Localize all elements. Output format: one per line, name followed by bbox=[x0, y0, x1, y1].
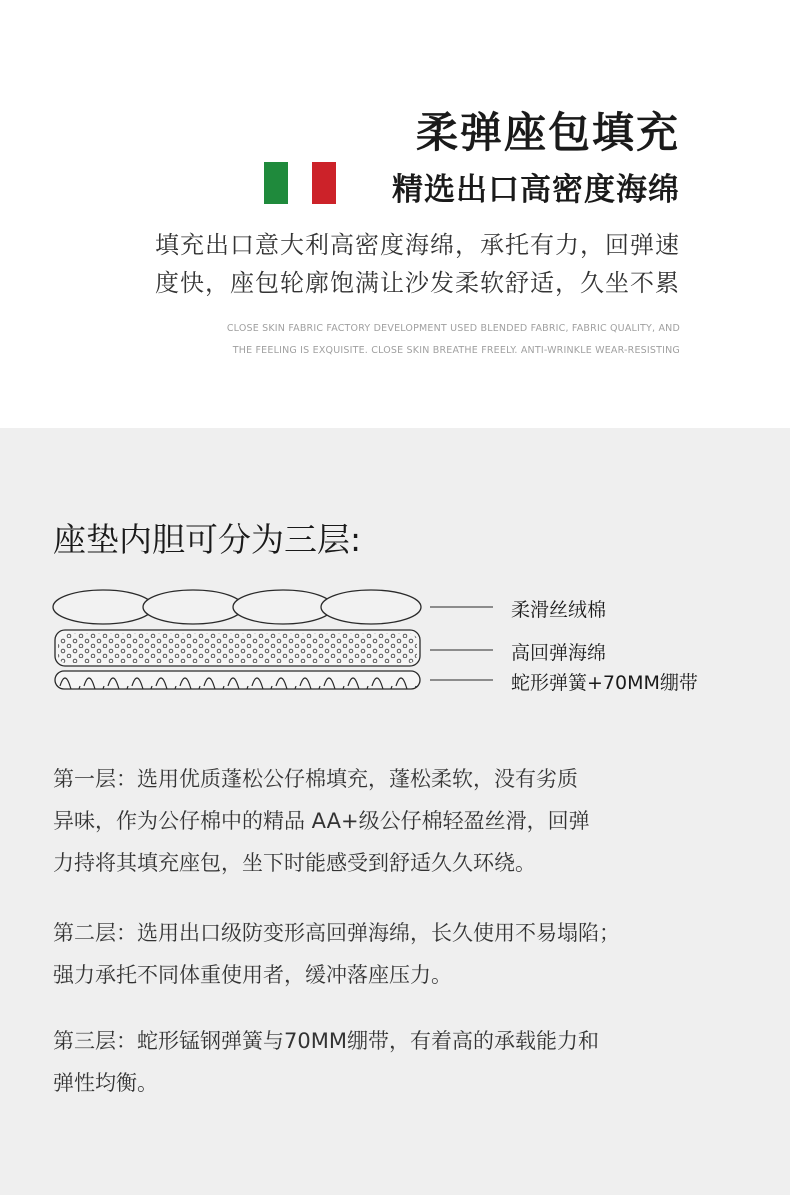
description-line: 填充出口意大利高密度海绵，承托有力，回弹速 bbox=[155, 231, 680, 259]
layer-label-sponge: 高回弹海绵 bbox=[511, 642, 607, 664]
layer-label-spring: 蛇形弹簧+70MM绷带 bbox=[511, 672, 698, 694]
filling-intro-section bbox=[0, 0, 790, 428]
layer-label-cotton: 柔滑丝绒棉 bbox=[511, 599, 607, 621]
english-caption bbox=[120, 318, 680, 362]
layer-three-description bbox=[53, 1020, 753, 1104]
paragraph-line: 第一层：选用优质蓬松公仔棉填充，蓬松柔软，没有劣质 bbox=[53, 767, 578, 791]
english-line: CLOSE SKIN FABRIC FACTORY DEVELOPMENT USED BLENDED FABRIC, FABRIC QUALITY, AND bbox=[226, 323, 680, 334]
flag-white-stripe bbox=[288, 162, 312, 204]
description-line: 度快，座包轮廓饱满让沙发柔软舒适，久坐不累 bbox=[155, 269, 680, 297]
layers-section bbox=[0, 428, 790, 1195]
paragraph-line: 力持将其填充座包，坐下时能感受到舒适久久环绕。 bbox=[53, 851, 536, 875]
layers-heading: 座垫内胆可分为三层: bbox=[53, 520, 362, 559]
section-subtitle: 精选出口高密度海绵 bbox=[392, 172, 680, 208]
layer-one-description bbox=[53, 758, 753, 884]
english-line: THE FEELING IS EXQUISITE. CLOSE SKIN BREATHE FREELY. ANTI-WRINKLE WEAR-RESISTING bbox=[232, 345, 680, 356]
cotton-layer-illustration bbox=[53, 590, 421, 624]
paragraph-line: 第二层：选用出口级防变形高回弹海绵，长久使用不易塌陷； bbox=[53, 921, 620, 945]
paragraph-line: 强力承托不同体重使用者，缓冲落座压力。 bbox=[53, 963, 452, 987]
paragraph-line: 异味，作为公仔棉中的精品 AA+级公仔棉轻盈丝滑，回弹 bbox=[53, 809, 590, 833]
paragraph-line: 第三层：蛇形锰钢弹簧与70MM绷带，有着高的承载能力和 bbox=[53, 1029, 599, 1053]
sponge-layer-illustration bbox=[55, 630, 420, 666]
italy-flag-icon bbox=[264, 162, 336, 204]
spring-layer-illustration bbox=[55, 671, 420, 694]
flag-red-stripe bbox=[312, 162, 336, 204]
description-block bbox=[120, 226, 680, 302]
paragraph-line: 弹性均衡。 bbox=[53, 1071, 158, 1095]
layer-two-description bbox=[53, 912, 753, 996]
section-title: 柔弹座包填充 bbox=[415, 108, 680, 157]
flag-green-stripe bbox=[264, 162, 288, 204]
